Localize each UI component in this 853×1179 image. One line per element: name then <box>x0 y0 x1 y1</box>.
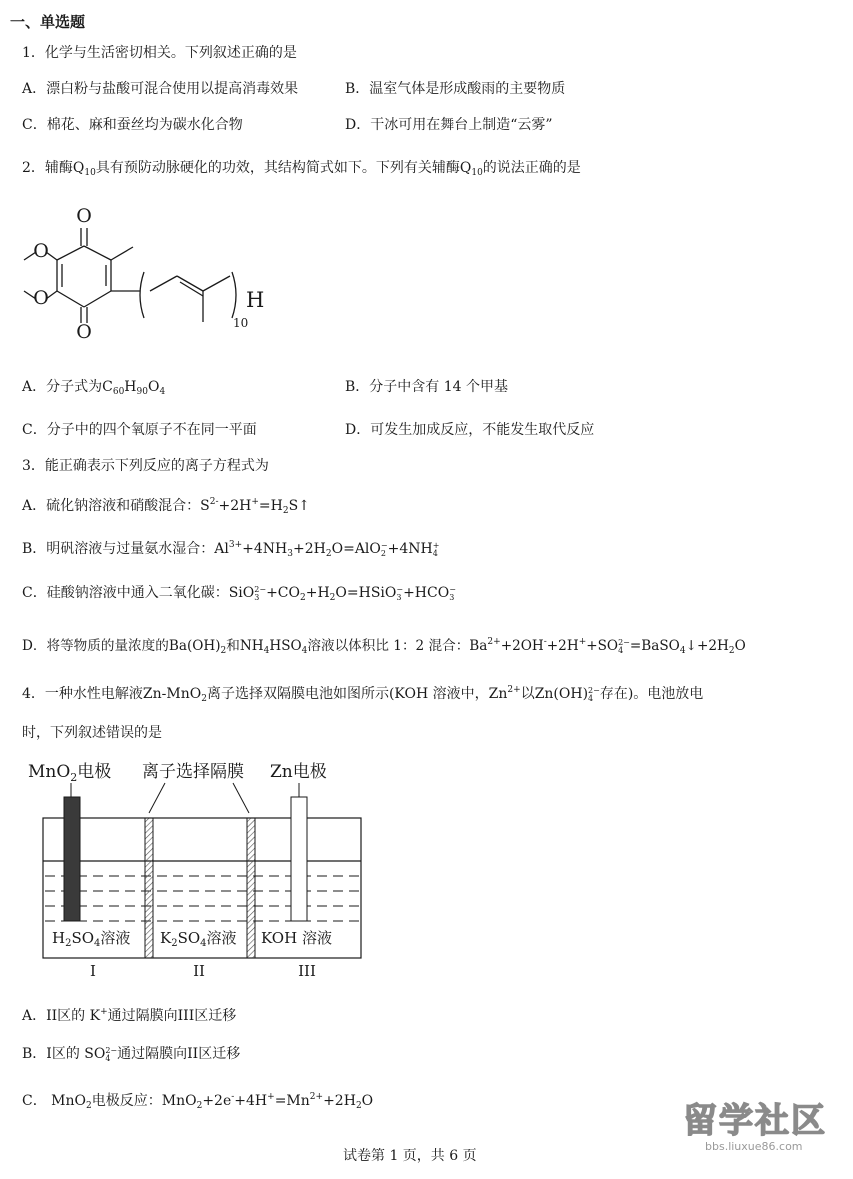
q3-d-h: +2H <box>546 638 579 654</box>
battery-diagram <box>25 755 375 985</box>
q1-option-c: C．棉花、麻和蚕丝均为碳水化合物 <box>22 117 243 133</box>
q4-stem <box>22 681 703 708</box>
q4-a-charge: + <box>100 1007 108 1017</box>
q1-option-a: A．漂白粉与盐酸可混合使用以提高消毒效果 <box>22 81 299 97</box>
q3-d-ba2: Ba <box>469 638 488 654</box>
q3-d-so: +SO <box>586 638 619 654</box>
q2-option-c: C．分子中的四个氧原子不在同一平面 <box>22 422 257 438</box>
q3-c-mid3: O=HSiO <box>335 585 397 601</box>
q3-c-si: SiO <box>228 585 255 601</box>
q2-option-b: B．分子中含有 14 个甲基 <box>345 379 509 395</box>
q3-a-two: 2 <box>282 506 289 516</box>
repeat-count-label: 10 <box>233 316 249 330</box>
q3-b-ion1-charge: − <box>380 541 388 550</box>
coenzyme-q10-structure <box>20 200 280 340</box>
q3-d-h-charge: + <box>578 637 587 647</box>
q4-b-ion-charge: 2− <box>105 1046 118 1055</box>
q3-option-d <box>22 633 746 660</box>
q4-c-mid2: +2e <box>202 1093 232 1109</box>
q3-d-and: 和 <box>226 638 240 654</box>
q3-b-mid: +4NH <box>242 541 288 557</box>
q4-stem-line2: 时，下列叙述错误的是 <box>22 725 162 741</box>
q3-c-ion1-count: 3 <box>254 593 260 602</box>
q3-d-four3: 4 <box>679 646 686 656</box>
q3-a-s: S <box>200 498 210 514</box>
q4-c-prefix: C． MnO <box>22 1093 86 1109</box>
q3-a-h-charge: + <box>251 497 259 507</box>
q4-option-c <box>22 1088 373 1115</box>
q3-d-ba: Ba(OH) <box>168 638 221 654</box>
q4-c-mid5: +2H <box>323 1093 356 1109</box>
q3-d-two: 2 <box>220 646 227 656</box>
q2-stem-part-c: 的说法正确的是 <box>482 160 581 176</box>
q4-b-ion-count: 4 <box>105 1054 111 1063</box>
q3-b-mid3: O=AlO <box>331 541 381 557</box>
q3-b-three: 3 <box>287 549 294 559</box>
q3-a-prefix: A．硫化钠溶液和硝酸混合： <box>22 498 201 514</box>
q1-stem: 1．化学与生活密切相关。下列叙述正确的是 <box>22 45 297 61</box>
q3-d-mid: 溶液以体积比 1：2 混合： <box>307 638 470 654</box>
q2-a-o-n: 4 <box>159 387 166 397</box>
q4-zn-oh-count: 4 <box>588 694 594 703</box>
zone-i-label: I <box>90 962 96 980</box>
solution-k2so4-label: $K_2SO_4$溶液 <box>160 929 237 949</box>
q4-c-mid3: +4H <box>234 1093 268 1109</box>
q3-option-a <box>22 493 310 520</box>
q4-zn-mno2-two: 2 <box>201 694 207 704</box>
q3-d-ion-count: 4 <box>618 646 624 655</box>
q4-option-b <box>22 1045 240 1063</box>
q3-d-ion <box>618 639 630 655</box>
q3-d-baso: =BaSO <box>629 638 680 654</box>
q3-option-b <box>22 536 439 563</box>
q4-b-prefix: B．I区的 SO <box>22 1046 106 1062</box>
q4-c-e-charge: - <box>231 1092 235 1102</box>
q2-stem <box>22 159 581 182</box>
q2-a-c: C <box>102 379 113 395</box>
solution-koh-label: KOH 溶液 <box>261 929 332 947</box>
q3-a-s-charge: 2- <box>209 497 219 507</box>
q3-b-al: Al <box>214 541 229 557</box>
q3-c-ion2-count: 3 <box>396 593 402 602</box>
q4-zn-oh: Zn(OH) <box>534 686 589 702</box>
q3-b-ion2 <box>433 542 440 558</box>
q4-c-two3: 2 <box>355 1101 362 1111</box>
q3-b-ion2-count: 4 <box>432 549 438 558</box>
q4-c-two: 2 <box>86 1101 92 1111</box>
q3-d-ion-charge: 2− <box>618 638 630 647</box>
q2-a-prefix: A．分子式为 <box>22 379 103 395</box>
q3-c-ion1 <box>254 586 266 602</box>
q2-stem-part-b: 具有预防动脉硬化的功效，其结构简式如下。下列有关辅酶 <box>95 160 460 176</box>
q4-b-end: 通过隔膜向II区迁移 <box>117 1046 241 1062</box>
membrane-label: 离子选择隔膜 <box>142 762 244 782</box>
q3-a-mid: +2H <box>218 498 252 514</box>
q3-c-ion3-charge: − <box>449 585 456 594</box>
q3-c-mid4: +HCO <box>403 585 450 601</box>
mno2-electrode-label: MnO$_2$电极 <box>28 762 112 784</box>
q3-d-o: O <box>734 638 746 654</box>
q3-b-mid2: +2H <box>293 541 326 557</box>
watermark-url: bbs.liuxue86.com <box>705 1140 803 1153</box>
watermark-logo-text: 留学社区 <box>683 1101 827 1141</box>
q4-c-mid: 电极反应：MnO <box>91 1093 197 1109</box>
q3-d-hso: HSO <box>269 638 302 654</box>
q2-q-symbol-2: Q <box>459 160 472 176</box>
q4-c-mid4: =Mn <box>274 1093 310 1109</box>
q3-d-oh-charge: - <box>543 637 547 647</box>
q2-a-h-n: 90 <box>136 387 148 397</box>
q3-b-ion1 <box>381 542 388 558</box>
q4-stem-c: 以 <box>520 686 535 702</box>
watermark-logo <box>683 1102 843 1153</box>
page-footer: 试卷第 1 页，共 6 页 <box>343 1148 477 1164</box>
q3-stem: 3．能正确表示下列反应的离子方程式为 <box>22 458 269 474</box>
q4-stem-d: 存在)。电池放电 <box>599 686 704 702</box>
q2-stem-part-a: 2．辅酶 <box>22 160 73 176</box>
q3-d-oh: +2OH <box>500 638 544 654</box>
q2-option-d: D．可发生加成反应，不能发生取代反应 <box>345 422 595 438</box>
q2-q-symbol: Q <box>72 160 85 176</box>
q2-q-subscript: 10 <box>84 168 96 178</box>
q4-zn-mno2: Zn-MnO <box>142 686 202 702</box>
o-bottom-label: O <box>76 321 92 340</box>
q4-a-prefix: A．II区的 K <box>22 1008 101 1024</box>
q3-d-nh: NH <box>239 638 264 654</box>
q3-d-four: 4 <box>263 646 270 656</box>
q3-b-al-charge: 3+ <box>228 540 243 550</box>
h-end-label: H <box>246 288 265 312</box>
q3-d-end: ↓+2H <box>685 638 729 654</box>
o-methoxy-bottom-label: O <box>33 287 49 309</box>
q4-zn-oh-charge: 2− <box>588 686 600 695</box>
q4-a-end: 通过隔膜向III区迁移 <box>107 1008 237 1024</box>
q2-a-h: H <box>124 379 137 395</box>
q3-b-ion2-charge: + <box>432 541 440 550</box>
q3-d-four2: 4 <box>301 646 308 656</box>
q4-b-ion <box>105 1047 117 1063</box>
q1-option-d: D．干冰可用在舞台上制造“云雾” <box>345 117 553 133</box>
section-title: 一、单选题 <box>10 13 86 31</box>
zone-ii-label: II <box>193 962 205 980</box>
q3-c-ion2-charge: − <box>396 585 404 594</box>
q3-option-c <box>22 584 456 607</box>
q3-c-ion3-count: 3 <box>449 593 455 602</box>
q3-b-prefix: B．明矾溶液与过量氨水湿合： <box>22 541 215 557</box>
q3-b-mid4: +4NH <box>387 541 433 557</box>
q4-zn2-charge: 2+ <box>507 685 521 695</box>
o-methoxy-top-label: O <box>33 240 49 262</box>
q3-b-two: 2 <box>325 549 332 559</box>
q4-zn2: Zn <box>488 686 508 702</box>
q3-c-prefix: C．硅酸钠溶液中通入二氧化碳： <box>22 585 229 601</box>
q4-c-h-charge: + <box>267 1092 275 1102</box>
q4-stem-b: 离子选择双隔膜电池如图所示(KOH 溶液中， <box>206 686 489 702</box>
solution-h2so4-label: $H_2SO_4$溶液 <box>52 929 131 949</box>
q4-zn-oh-ion <box>588 687 600 703</box>
zone-iii-label: III <box>298 962 316 980</box>
q4-c-two2: 2 <box>196 1101 203 1111</box>
o-top-label: O <box>76 205 92 227</box>
q3-c-two2: 2 <box>329 593 336 603</box>
q3-d-ba2-charge: 2+ <box>487 637 501 647</box>
q3-c-ion1-charge: 2− <box>254 585 267 594</box>
q3-c-mid: +CO <box>266 585 300 601</box>
q3-d-prefix: D．将等物质的量浓度的 <box>22 638 169 654</box>
q2-option-a <box>22 378 165 401</box>
q4-c-o: O <box>361 1093 374 1109</box>
q2-a-c-n: 60 <box>112 387 125 397</box>
q4-c-mn-charge: 2+ <box>309 1092 324 1102</box>
q4-option-a <box>22 1003 236 1025</box>
q1-option-b: B．温室气体是形成酸雨的主要物质 <box>345 81 566 97</box>
q3-a-end: S↑ <box>288 498 310 514</box>
q4-stem-a: 4．一种水性电解液 <box>22 686 143 702</box>
q3-d-two2: 2 <box>728 646 735 656</box>
q3-b-ion1-count: 2 <box>380 549 386 558</box>
q3-c-two: 2 <box>299 593 306 603</box>
q3-c-mid2: +H <box>305 585 330 601</box>
q2-q-subscript-2: 10 <box>471 168 483 178</box>
q2-a-o: O <box>147 379 160 395</box>
q3-c-ion3 <box>449 586 456 602</box>
zn-electrode-label: Zn电极 <box>270 762 327 782</box>
q3-a-end-pre: =H <box>258 498 283 514</box>
